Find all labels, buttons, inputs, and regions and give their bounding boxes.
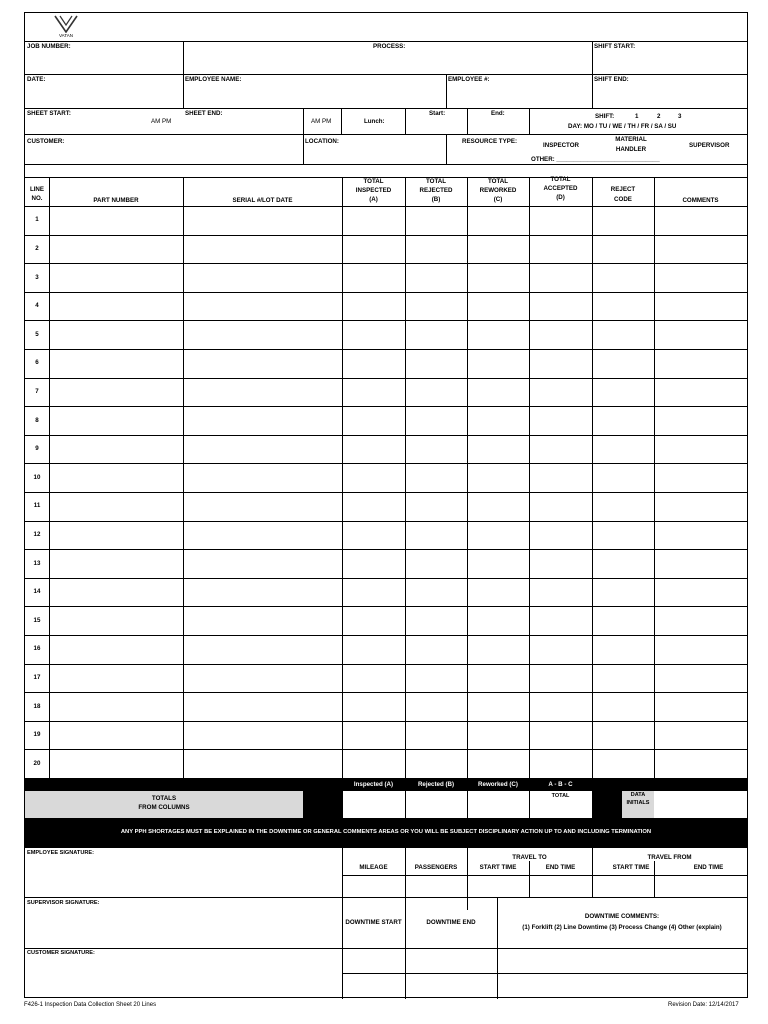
col-reject-code-h2: CODE bbox=[614, 196, 632, 203]
row-divider bbox=[25, 463, 747, 464]
shift-3[interactable]: 3 bbox=[678, 113, 682, 120]
row-divider bbox=[25, 406, 747, 407]
line-number: 20 bbox=[33, 759, 41, 767]
row-divider bbox=[25, 578, 747, 579]
totals-label-line1: TOTALS bbox=[151, 795, 177, 802]
row-divider bbox=[25, 235, 747, 236]
col-rejected-h2: REJECTED bbox=[419, 187, 453, 194]
line-number: 3 bbox=[35, 273, 39, 281]
am-pm-end[interactable]: AM PM bbox=[311, 118, 332, 125]
downtime-end-label: DOWNTIME END bbox=[426, 919, 476, 926]
travel-from-label: TRAVEL FROM bbox=[647, 854, 692, 861]
resource-inspector[interactable]: INSPECTOR bbox=[543, 142, 579, 149]
shift-label: SHIFT: bbox=[595, 113, 615, 120]
supervisor-signature-label: SUPERVISOR SIGNATURE: bbox=[27, 900, 100, 906]
sheet-end-label: SHEET END: bbox=[185, 110, 223, 117]
downtime-comments-label: DOWNTIME COMMENTS: bbox=[584, 913, 660, 920]
row-divider bbox=[25, 292, 747, 293]
totals-inspected-header: Inspected (A) bbox=[353, 781, 394, 788]
col-inspected-h1: TOTAL bbox=[363, 178, 384, 185]
col-line-header-1: LINE bbox=[29, 186, 45, 193]
col-rejected-h3: (B) bbox=[431, 196, 441, 203]
row-divider bbox=[25, 606, 747, 607]
lunch-start-label: Start: bbox=[429, 110, 446, 117]
warning-text: ANY PPH SHORTAGES MUST BE EXPLAINED IN THE DOWNTIME OR GENERAL COMMENTS AREAS OR YOU WILL BE SUBJECT DISCIPLINARY ACTION UP TO AND INCLUDING TERMINATION bbox=[120, 829, 652, 835]
form-name: F426-1 Inspection Data Collection Sheet 20 Lines bbox=[24, 1002, 157, 1008]
line-number: 11 bbox=[33, 502, 41, 510]
line-number: 7 bbox=[35, 387, 39, 395]
date-label: DATE: bbox=[27, 76, 46, 83]
lunch-label: Lunch: bbox=[364, 118, 385, 125]
location-label: LOCATION: bbox=[305, 138, 339, 145]
inspection-sheet bbox=[24, 12, 748, 998]
row-divider bbox=[25, 635, 747, 636]
sheet-start-label: SHEET START: bbox=[27, 110, 71, 117]
line-number: 12 bbox=[33, 530, 41, 538]
line-number: 14 bbox=[33, 588, 41, 596]
row-divider bbox=[25, 521, 747, 522]
totals-total-label: TOTAL bbox=[551, 793, 570, 799]
logo-mark-icon bbox=[53, 15, 79, 33]
employee-signature-label: EMPLOYEE SIGNATURE: bbox=[27, 850, 95, 856]
line-number: 17 bbox=[33, 673, 41, 681]
line-number: 1 bbox=[35, 216, 39, 224]
row-divider bbox=[25, 664, 747, 665]
downtime-start-label: DOWNTIME START bbox=[345, 919, 402, 926]
row-divider bbox=[25, 721, 747, 722]
line-number: 15 bbox=[33, 616, 41, 624]
row-divider bbox=[25, 549, 747, 550]
shift-2[interactable]: 2 bbox=[657, 113, 661, 120]
row-divider bbox=[25, 435, 747, 436]
shift-end-label: SHIFT END: bbox=[594, 76, 629, 83]
resource-supervisor[interactable]: SUPERVISOR bbox=[689, 142, 730, 149]
resource-material-handler-line2[interactable]: HANDLER bbox=[615, 146, 647, 153]
line-number: 16 bbox=[33, 645, 41, 653]
col-serial-header: SERIAL #/LOT DATE bbox=[232, 197, 293, 204]
col-inspected-h3: (A) bbox=[369, 196, 378, 203]
line-number: 18 bbox=[33, 702, 41, 710]
process-label: PROCESS: bbox=[373, 43, 406, 50]
line-number: 4 bbox=[35, 302, 39, 310]
travel-from-start-time: START TIME bbox=[612, 864, 650, 871]
employee-name-label: EMPLOYEE NAME: bbox=[185, 76, 242, 83]
totals-label-line2: FROM COLUMNS bbox=[138, 804, 190, 811]
logo bbox=[53, 15, 79, 39]
revision-date: Revision Date: 12/14/2017 bbox=[668, 1002, 739, 1008]
resource-other[interactable]: OTHER: ______________________________ bbox=[531, 156, 660, 163]
row-divider bbox=[25, 749, 747, 750]
col-reject-code-h1: REJECT bbox=[610, 186, 636, 193]
row-divider bbox=[25, 349, 747, 350]
shift-start-label: SHIFT START: bbox=[594, 43, 636, 50]
row-divider bbox=[25, 378, 747, 379]
customer-signature-label: CUSTOMER SIGNATURE: bbox=[27, 950, 95, 956]
line-number: 19 bbox=[33, 731, 41, 739]
col-line-header-2: NO. bbox=[31, 195, 43, 202]
line-number: 9 bbox=[35, 445, 39, 453]
line-number: 2 bbox=[35, 244, 39, 252]
job-number-label: JOB NUMBER: bbox=[27, 43, 71, 50]
line-number: 6 bbox=[35, 359, 39, 367]
col-reworked-h2: REWORKED bbox=[479, 187, 517, 194]
day-selector[interactable]: DAY: MO / TU / WE / TH / FR / SA / SU bbox=[568, 123, 677, 130]
travel-to-end-time: END TIME bbox=[545, 864, 576, 871]
totals-abc-header: A - B - C bbox=[548, 781, 573, 788]
resource-type-label: RESOURCE TYPE: bbox=[462, 138, 518, 145]
resource-material-handler-line1[interactable]: MATERIAL bbox=[615, 136, 647, 143]
col-rejected-h1: TOTAL bbox=[425, 178, 447, 185]
lunch-end-label: End: bbox=[491, 110, 505, 117]
employee-number-label: EMPLOYEE #: bbox=[448, 76, 490, 83]
col-accepted-h1: TOTAL bbox=[550, 176, 571, 183]
col-reworked-h3: (C) bbox=[493, 196, 503, 203]
mileage-label: MILEAGE bbox=[359, 864, 388, 871]
am-pm-start[interactable]: AM PM bbox=[151, 118, 172, 125]
travel-to-start-time: START TIME bbox=[479, 864, 517, 871]
col-part-number-header: PART NUMBER bbox=[93, 197, 139, 204]
col-reworked-h1: TOTAL bbox=[487, 178, 509, 185]
col-inspected-h2: INSPECTED bbox=[355, 187, 392, 194]
row-divider bbox=[25, 492, 747, 493]
data-initials-line1: DATA bbox=[630, 792, 646, 798]
line-number: 8 bbox=[35, 416, 39, 424]
totals-rejected-header: Rejected (B) bbox=[417, 781, 455, 788]
col-comments-header: COMMENTS bbox=[682, 197, 719, 204]
logo-text: VATAN bbox=[58, 33, 73, 38]
line-number: 13 bbox=[33, 559, 41, 567]
line-number: 10 bbox=[33, 473, 41, 481]
data-initials-line2: INITIALS bbox=[626, 800, 650, 806]
line-number: 5 bbox=[35, 330, 39, 338]
totals-reworked-header: Reworked (C) bbox=[478, 781, 518, 788]
col-accepted-h2: ACCEPTED bbox=[543, 185, 578, 192]
col-accepted-h3: (D) bbox=[556, 194, 565, 201]
travel-from-end-time: END TIME bbox=[693, 864, 724, 871]
customer-label: CUSTOMER: bbox=[27, 138, 65, 145]
passengers-label: PASSENGERS bbox=[414, 864, 458, 871]
row-divider bbox=[25, 320, 747, 321]
downtime-codes: (1) Forklift (2) Line Downtime (3) Process Change (4) Other (explain) bbox=[522, 924, 722, 931]
shift-1[interactable]: 1 bbox=[635, 113, 639, 120]
row-divider bbox=[25, 692, 747, 693]
row-divider bbox=[25, 263, 747, 264]
travel-to-label: TRAVEL TO bbox=[512, 854, 547, 861]
